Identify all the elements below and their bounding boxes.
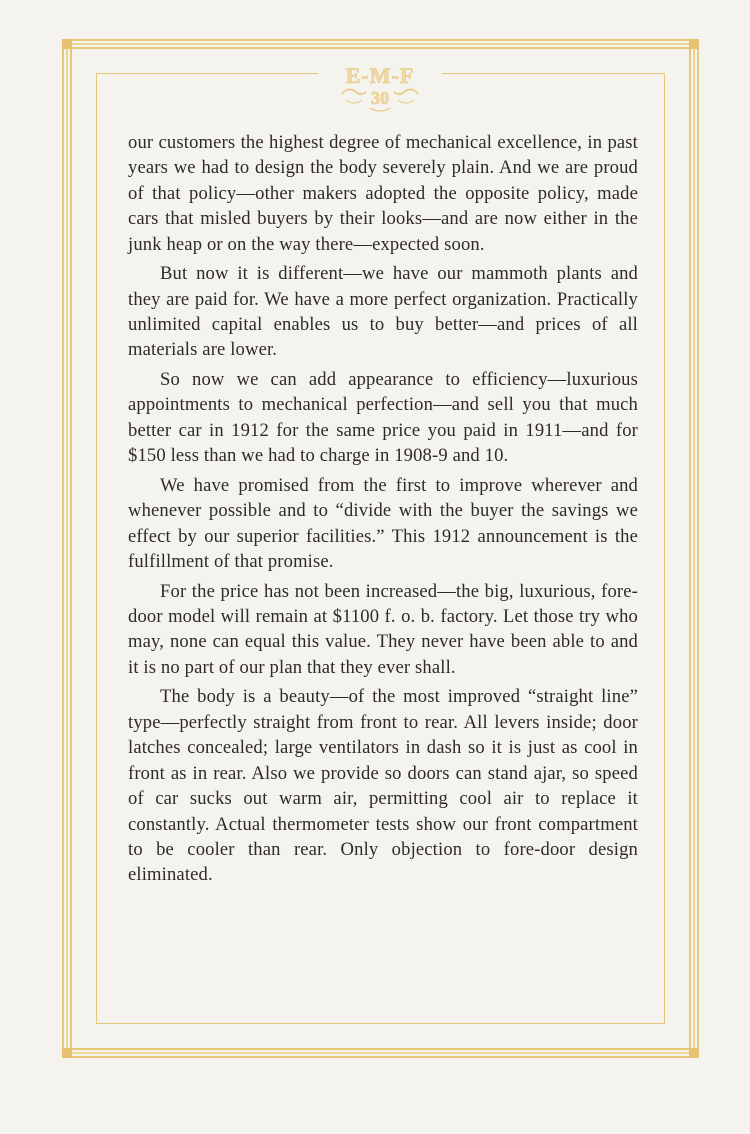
corner-ornament xyxy=(62,39,72,49)
logo-text: E-M-F xyxy=(345,63,415,88)
paragraph: our customers the highest degree of mechanical excellence, in past years we had to design the body severely plain. And we are proud of that policy—other makers adopted the opposite policy, made cars that misled buyers by their looks—and are now either in the junk heap or on the way there—expected soon. xyxy=(128,132,638,255)
logo-number: 30 xyxy=(371,88,389,108)
bottom-border-rule xyxy=(62,1048,699,1058)
right-border-rule xyxy=(689,44,699,1056)
paragraph: For the price has not been increased—the big, luxurious, fore-door model will remain at $1100 f. o. b. factory. Let those try who may, none can equal this value. They never have been able to and it is no part of our plan that they ever shall. xyxy=(128,580,638,678)
top-border-rule xyxy=(62,39,699,49)
left-border-rule xyxy=(62,44,72,1056)
corner-ornament xyxy=(689,1048,699,1058)
emf-logo xyxy=(326,60,434,116)
corner-ornament xyxy=(689,39,699,49)
paragraph: We have promised from the first to improve wherever and whenever possible and to “divide with the buyer the savings we effect by our superior facilities.” This 1912 announcement is the fulfillment of that promise. xyxy=(128,474,638,573)
corner-ornament xyxy=(62,1048,72,1058)
paragraph: But now it is different—we have our mammoth plants and they are paid for. We have a more perfect organization. Practically unlimited capital enables us to buy better—and prices of all materials are lower. xyxy=(128,263,638,361)
body-text xyxy=(128,130,638,892)
paragraph: So now we can add appearance to efficiency—luxurious appointments to mechanical perfection—and sell you that much better car in 1912 for the same price you paid in 1911—and for $150 less than we had to charge in 1908-9 and 10. xyxy=(128,369,638,467)
paragraph: The body is a beauty—of the most improved “straight line” type—perfectly straight from front to rear. All levers inside; door latches concealed; large ventilators in dash so it is just as cool in front as in rear. Also we provide so doors can stand ajar, so speed of car sucks out warm air, permitting cool air to replace it constantly. Actual thermometer tests show our front compartment to be cooler than rear. Only objection to fore-door design eliminated. xyxy=(128,686,638,886)
